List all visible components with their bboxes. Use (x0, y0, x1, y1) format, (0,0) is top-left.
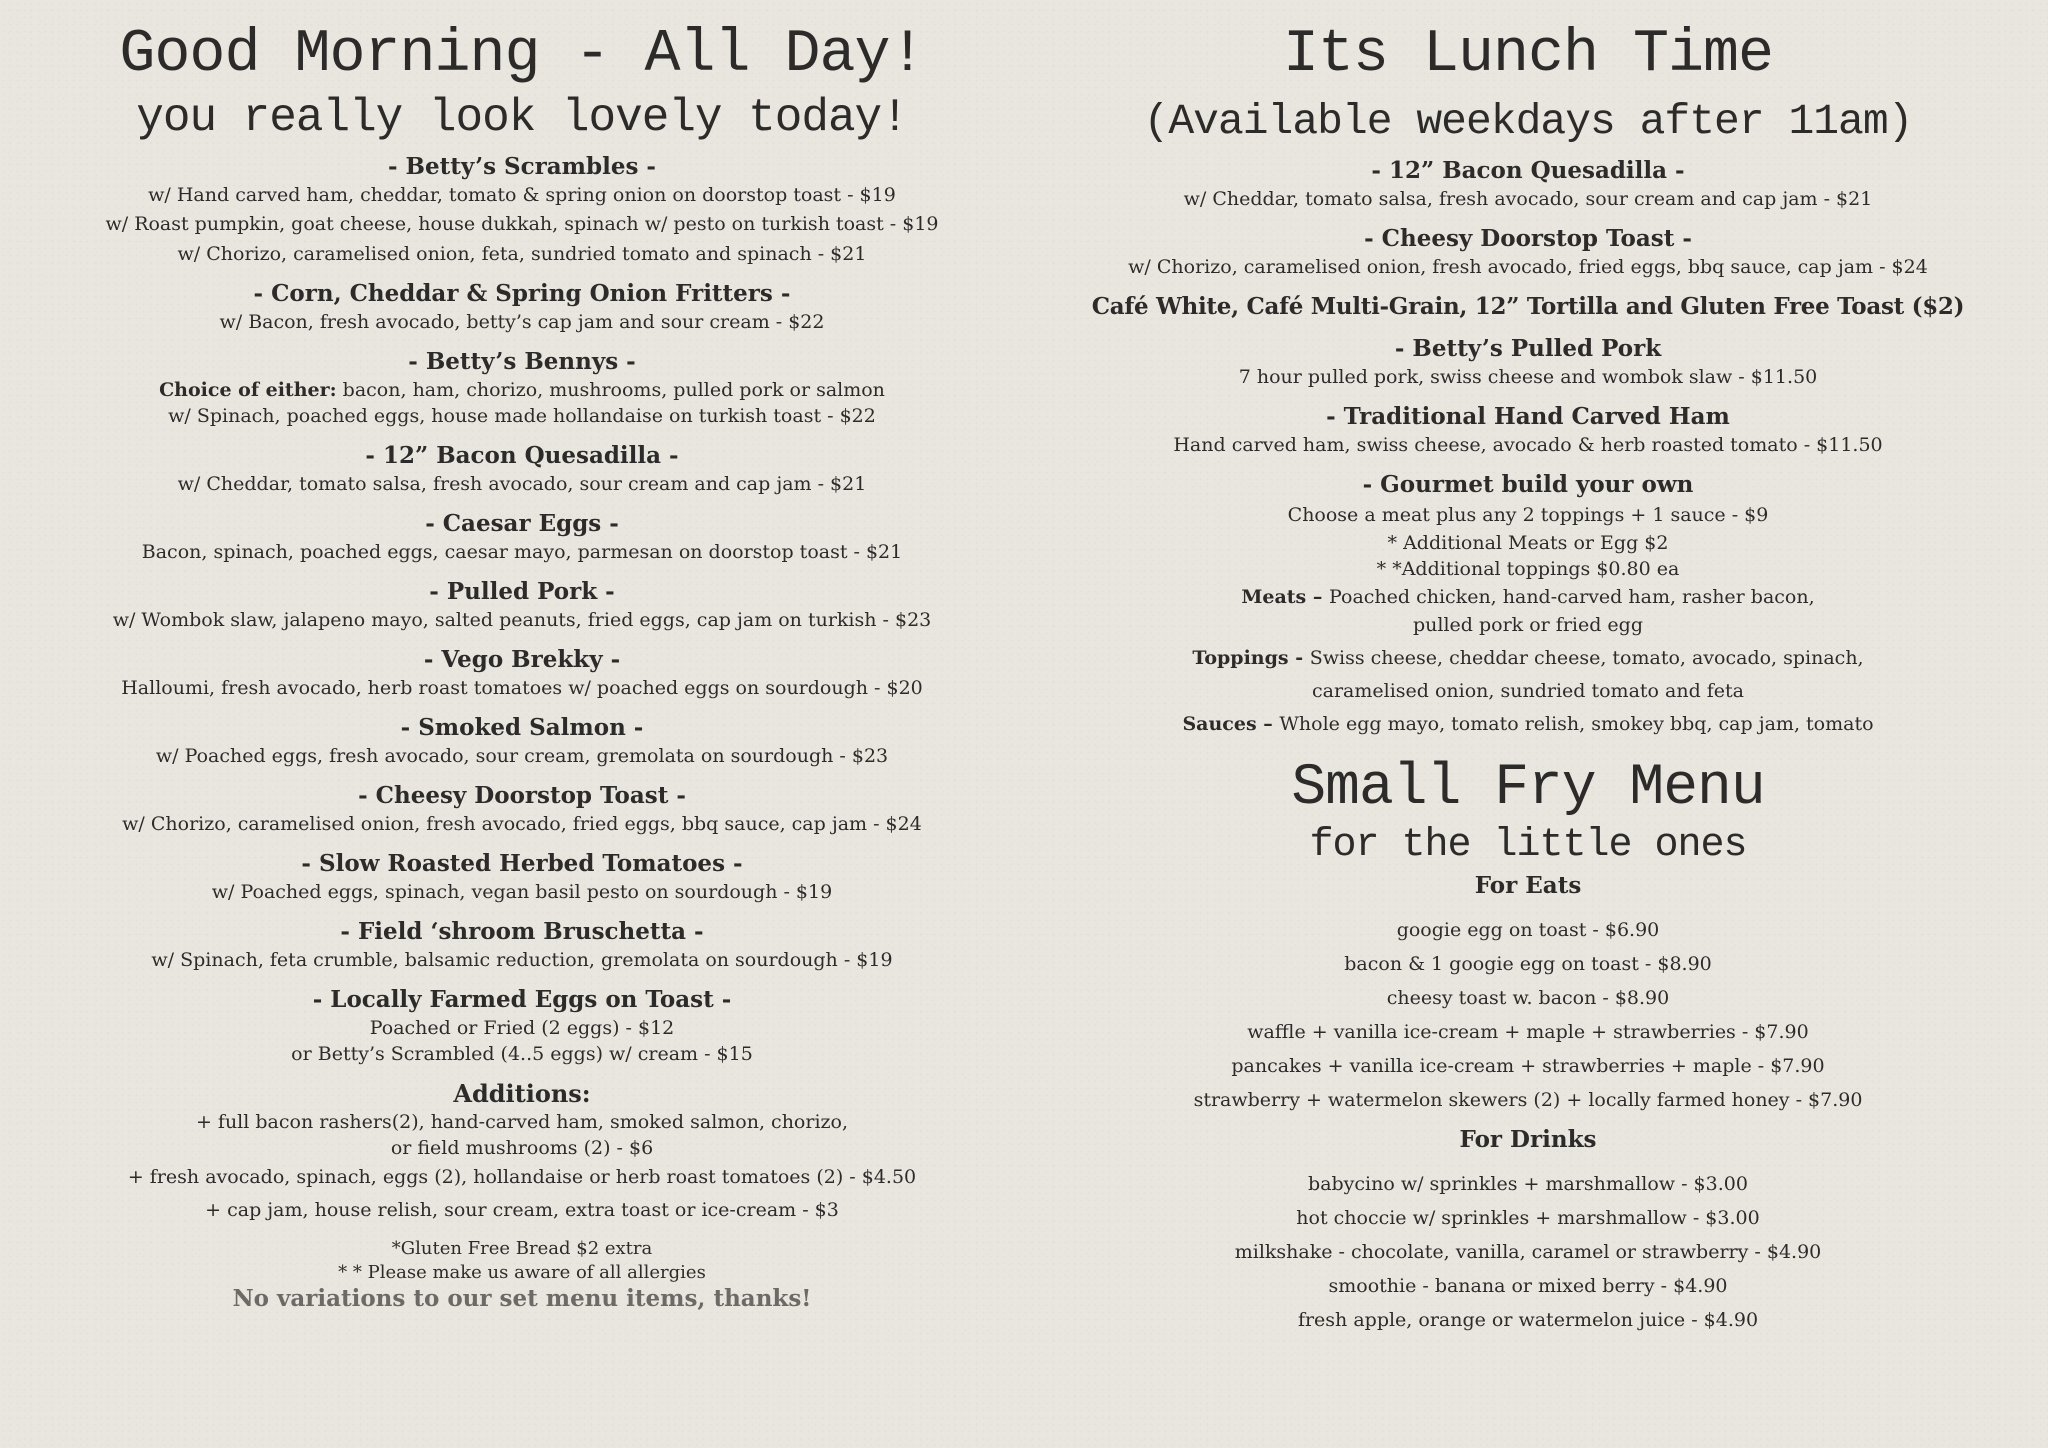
item-name: - Pulled Pork - (429, 578, 615, 605)
list-item: pancakes + vanilla ice-cream + strawberries + maple - $7.90 (1231, 1055, 1825, 1077)
meats-text: Poached chicken, hand-carved ham, rasher bacon, (1328, 586, 1815, 608)
addition-line: + fresh avocado, spinach, eggs (2), hollandaise or herb roast tomatoes (2) - $4.50 (127, 1166, 917, 1188)
addition-line: + full bacon rashers(2), hand-carved ham, smoked salmon, chorizo, (195, 1111, 849, 1133)
item-line: w/ Cheddar, tomato salsa, fresh avocado, sour cream and cap jam - $21 (177, 473, 867, 495)
item-line: w/ Poached eggs, fresh avocado, sour cream, gremolata on sourdough - $23 (155, 745, 889, 767)
breakfast-subtitle: you really look lovely today! (136, 92, 908, 144)
item-name: - Cheesy Doorstop Toast - (1364, 225, 1692, 252)
menu-item (1038, 156, 2018, 212)
item-name: - Smoked Salmon - (400, 714, 644, 741)
menu-item (62, 577, 982, 633)
item-line: w/ Wombok slaw, jalapeno mayo, salted peanuts, fried eggs, cap jam on turkish - $23 (112, 609, 932, 631)
build-your-own (1038, 470, 2018, 741)
list-item: googie egg on toast - $6.90 (1396, 919, 1660, 941)
toppings-line-2: caramelised onion, sundried tomato and feta (1311, 680, 1745, 702)
menu-item (62, 645, 982, 701)
meats-line (1038, 582, 2018, 612)
list-item: waffle + vanilla ice-cream + maple + strawberries - $7.90 (1247, 1021, 1809, 1043)
menu-item (62, 713, 982, 769)
for-eats-heading: For Eats (1474, 872, 1582, 899)
breakfast-column (62, 0, 982, 1313)
menu-item (62, 849, 982, 905)
meats-line-2: pulled pork or fried egg (1412, 614, 1643, 636)
item-line: Poached or Fried (2 eggs) - $12 (369, 1017, 675, 1039)
list-item: hot choccie w/ sprinkles + marshmallow - $3.00 (1296, 1207, 1760, 1229)
list-item: bacon & 1 googie egg on toast - $8.90 (1344, 953, 1712, 975)
item-line: w/ Chorizo, caramelised onion, feta, sundried tomato and spinach - $21 (177, 243, 867, 265)
no-variations-note: No variations to our set menu items, thanks! (232, 1285, 812, 1312)
additions-title: Additions: (453, 1079, 591, 1108)
item-line: or Betty’s Scrambled (4..5 eggs) w/ cream - $15 (291, 1043, 753, 1065)
item-line: * Additional Meats or Egg $2 (1387, 532, 1669, 554)
for-drinks-heading: For Drinks (1459, 1126, 1597, 1153)
item-name: - Vego Brekky - (423, 646, 621, 673)
item-line (62, 377, 982, 403)
additions-section (62, 1079, 982, 1227)
menu-item (62, 279, 982, 335)
item-line: * *Additional toppings $0.80 ea (1376, 558, 1680, 580)
item-name: - Betty’s Pulled Pork (1394, 335, 1662, 362)
menu-item (1038, 224, 2018, 280)
item-line: Halloumi, fresh avocado, herb roast tomatoes w/ poached eggs on sourdough - $20 (121, 677, 923, 699)
note-gluten-free: *Gluten Free Bread $2 extra (391, 1238, 653, 1259)
item-line: w/ Spinach, feta crumble, balsamic reduction, gremolata on sourdough - $19 (151, 949, 893, 971)
notes-section (62, 1237, 982, 1313)
item-name: - Betty’s Scrambles - (388, 153, 656, 180)
toppings-label: Toppings - (1192, 647, 1310, 669)
item-line: w/ Cheddar, tomato salsa, fresh avocado, sour cream and cap jam - $21 (1183, 188, 1873, 210)
lunch-title: Its Lunch Time (1282, 21, 1774, 89)
item-name: - 12” Bacon Quesadilla - (365, 442, 679, 469)
list-item: cheesy toast w. bacon - $8.90 (1386, 987, 1670, 1009)
menu-item (62, 347, 982, 429)
toppings-line (1038, 642, 2018, 675)
list-item: fresh apple, orange or watermelon juice - $4.90 (1297, 1309, 1759, 1331)
choice-label: Choice of either: (159, 379, 337, 401)
list-item: babycino w/ sprinkles + marshmallow - $3.00 (1308, 1173, 1748, 1195)
breakfast-title: Good Morning - All Day! (119, 21, 925, 89)
menu-item (62, 781, 982, 837)
item-line: Choose a meat plus any 2 toppings + 1 sauce - $9 (1287, 504, 1769, 526)
lunch-subtitle: (Available weekdays after 11am) (1143, 97, 1913, 146)
menu-item (62, 917, 982, 973)
sauces-line (1038, 708, 2018, 741)
bread-options: Café White, Café Multi-Grain, 12” Tortilla and Gluten Free Toast ($2) (1091, 293, 1965, 320)
item-name: - Betty’s Bennys - (408, 348, 636, 375)
sauces-label: Sauces – (1182, 713, 1280, 735)
small-fry-title: Small Fry Menu (1291, 756, 1765, 821)
item-line: w/ Poached eggs, spinach, vegan basil pesto on sourdough - $19 (211, 881, 833, 903)
item-line: w/ Chorizo, caramelised onion, fresh avocado, fried eggs, bbq sauce, cap jam - $24 (1128, 256, 1928, 278)
menu-item (1038, 402, 2018, 458)
kids-eats-list (1038, 913, 2018, 1117)
toppings-text: Swiss cheese, cheddar cheese, tomato, avocado, spinach, (1309, 647, 1864, 669)
item-line: w/ Bacon, fresh avocado, betty’s cap jam and sour cream - $22 (219, 311, 825, 333)
choice-text: bacon, ham, chorizo, mushrooms, pulled pork or salmon (336, 379, 885, 401)
list-item: milkshake - chocolate, vanilla, caramel or strawberry - $4.90 (1234, 1241, 1822, 1263)
item-line: w/ Chorizo, caramelised onion, fresh avocado, fried eggs, bbq sauce, cap jam - $24 (122, 813, 922, 835)
menu-item (62, 152, 982, 267)
item-name: - Corn, Cheddar & Spring Onion Fritters - (253, 280, 791, 307)
menu-item (62, 509, 982, 565)
item-name: - Cheesy Doorstop Toast - (358, 782, 686, 809)
menu-item (1038, 334, 2018, 390)
item-line: 7 hour pulled pork, swiss cheese and wombok slaw - $11.50 (1238, 366, 1818, 388)
list-item: strawberry + watermelon skewers (2) + locally farmed honey - $7.90 (1193, 1089, 1863, 1111)
item-line: Bacon, spinach, poached eggs, caesar mayo, parmesan on doorstop toast - $21 (141, 541, 903, 563)
menu-item (62, 441, 982, 497)
item-line: Hand carved ham, swiss cheese, avocado & herb roasted tomato - $11.50 (1173, 434, 1883, 456)
sauces-text: Whole egg mayo, tomato relish, smokey bbq, cap jam, tomato (1279, 713, 1874, 735)
item-line: w/ Roast pumpkin, goat cheese, house dukkah, spinach w/ pesto on turkish toast - $19 (105, 213, 939, 235)
small-fry-subtitle: for the little ones (1309, 823, 1747, 868)
item-name: - Caesar Eggs - (425, 510, 619, 537)
item-name: - Gourmet build your own (1362, 471, 1694, 498)
item-name: - Field ‘shroom Bruschetta - (340, 918, 704, 945)
list-item: smoothie - banana or mixed berry - $4.90 (1328, 1275, 1728, 1297)
kids-drinks-list (1038, 1167, 2018, 1337)
lunch-column (1038, 0, 2018, 1337)
addition-line: or field mushrooms (2) - $6 (390, 1137, 654, 1159)
item-name: - Slow Roasted Herbed Tomatoes - (301, 850, 743, 877)
item-line: w/ Spinach, poached eggs, house made hollandaise on turkish toast - $22 (168, 405, 876, 427)
menu-item (62, 985, 982, 1067)
item-name: - Locally Farmed Eggs on Toast - (312, 986, 732, 1013)
item-line: w/ Hand carved ham, cheddar, tomato & spring onion on doorstop toast - $19 (148, 184, 896, 206)
addition-line: + cap jam, house relish, sour cream, extra toast or ice-cream - $3 (205, 1199, 839, 1221)
meats-label: Meats – (1241, 586, 1329, 608)
item-name: - 12” Bacon Quesadilla - (1371, 157, 1685, 184)
note-allergies: * * Please make us aware of all allergies (338, 1262, 706, 1283)
item-name: - Traditional Hand Carved Ham (1326, 403, 1730, 430)
